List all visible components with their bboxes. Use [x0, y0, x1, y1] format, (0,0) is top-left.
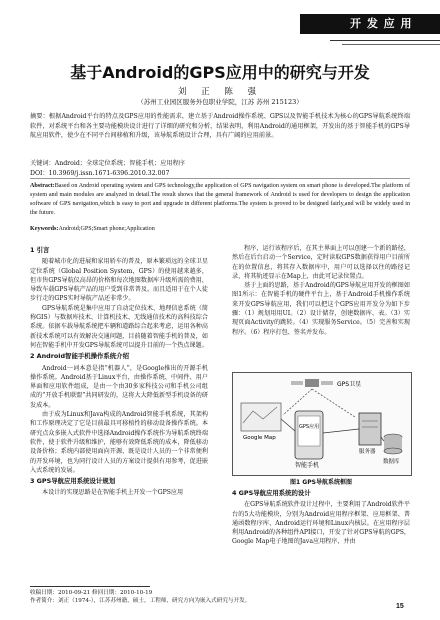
page-number: 15	[396, 603, 404, 610]
footnote-rule	[30, 586, 150, 587]
figure-gps-system	[232, 372, 412, 476]
footnote-author: 作者简介：刘正（1974-），江苏苏州籍，硕士，工程师，研究方向为嵌入式研究与开发。	[30, 598, 251, 604]
section-heading: 1 引言	[30, 246, 50, 254]
label-satellite: GPS卫星	[337, 381, 362, 388]
database-icon	[384, 434, 402, 454]
paper-title: 基于Android的GPS应用中的研究与开发	[70, 63, 370, 82]
doi: DOI：10.3969/j.issn.1671-6396.2010.32.007	[30, 170, 170, 177]
label-server: 服务器	[359, 449, 376, 455]
paragraph: 程序，运行该程序后，在其主界面上可以创建一个新的路径，然后在后台启动一个Service，定时读取GPS数据获得用户目前所在的位置信息，将其存入数据库中，用户可以选择以往的路径记录，将其轨迹显示在Map上，由此可记录位置点。	[232, 245, 410, 280]
affiliation: （苏州工业园区服务外包职业学院，江苏 苏州 215123）	[137, 98, 303, 106]
footnote-dates: 收稿日期：2010-09-21 修回日期：2010-10-19	[30, 590, 153, 596]
abstract-cn: 摘要：根据Android平台的特点及GPS应用的性能需求，建立基于Android操作系统、GPS以及智能手机技术为核心的GPS导航系统终端软件，对系统平台和各主要功能模块设计进行了详细的研究和分析，结果表明，利用Android的通用框架，开发出的基于智能手机的GPS导航应用软件，使少在不同平台间移植和升级，该导航系统设计合理，具有广阔的应用前景。	[30, 113, 410, 140]
column-name: 开 发 应 用	[350, 17, 413, 30]
abstract-en	[30, 182, 410, 218]
figure-diagram	[233, 373, 411, 475]
satellite-icon	[291, 379, 333, 387]
paragraph: GPS导航系统是集中应用了自动定位技术、地理信息系统（简称GIS）与数据库技术、计算机技术、无线通信技术的高科技综合系统。依据车载导航系统把车辆和道路综合起来考虑，运用各种高新技术系统可以有效解决交通问题，目前随着智能手机的普及，如何在智能手机中开发GPS导航系统可以提升目前的一个热点课题。	[30, 304, 208, 349]
section-heading: 2 Android智能手机操作系统介绍	[30, 352, 129, 361]
header-rule-2	[342, 44, 440, 45]
right-column-lower	[232, 487, 410, 547]
authors: 刘 正 陈 强	[177, 87, 263, 97]
keywords-en-text: Android;GPS;Smart phone;Application	[58, 226, 155, 232]
section-heading: 3 GPS导航应用系统设计规划	[30, 477, 116, 486]
paragraph: 本设计的实现思路是在智能手机上开发一个GPS应用	[42, 489, 184, 497]
paragraph: 在GPS导航系统软件设计过程中，主要利用了Android软件平台的5大功能模块，分别为Android应用程序框架、应用框架、普通函数程序库、Android运行环境和Linux内核层。在应用程序层利用Android的各种组件API接口，开发了针对GPS导航的GPS，Google Map电子地图的Java应用程序，并由	[232, 501, 410, 546]
label-map: Google Map	[243, 435, 276, 441]
section-heading: 4 GPS导航应用系统的设计	[232, 489, 311, 497]
paragraph: 随着城市化的进展和家用轿车的普及，原本繁琐远的全球卫星定位系统（Global Position System，GPS）的使用越来越多，但市售GPS导航仪高昂的价格和每次地图数据库升级所需的费用，导致车载GPS导航产品的用户受到非常普及。而且适用于在个人徒步行走的GPS实时导航产品还非常少。	[30, 258, 208, 303]
server-icon	[359, 413, 381, 445]
keywords-en-label: Keywords:	[30, 226, 59, 232]
paragraph: Android一词本意是指“机器人”，是Google推出的开源手机操作系统。Android基于Linux平台，由操作系统、中间件、用户界面和应用软件组成，是由一个由30多家科技公司和手机公司组成的“开放手机联盟”共同研发的，这将大大降低新型手机设备的研发成本。	[30, 364, 208, 409]
label-phone: 智能手机	[295, 462, 320, 469]
phone-icon	[295, 411, 323, 459]
label-app: GPS应用	[299, 424, 320, 430]
abstract-en-text: Based on Android operating system and GPS technology,the application of GPS navigation system on smart phone is developed.The platform of system and main modules are analyzed in detail.The result shows that the general framework of Android is used for developers to design the application software of GPS navigation,which is easy to port and upgrade in different platforms.The system is proved to be designed fairly,and will be widely used in the future.	[30, 183, 410, 216]
paragraph: 基于上面的思路，基于Android的GPS导航应用开发的框图如图1所示：在智能手机的硬件平台上，基于Android手机操作系统来开发GPS导航应用，我们可以把这个GPS应用开发分为如下步骤：（1）规划用用UI。（2）设计储存，创建数据库、表。（3）实现页面Activity的跳转。（4）实现服务Service。（5）完善和实现程序。（6）程序打包、签名并发布。	[232, 282, 410, 336]
left-column	[30, 244, 208, 498]
label-db: 数据库	[383, 459, 400, 465]
map-icon	[241, 403, 281, 431]
footnote	[30, 589, 410, 605]
keywords-cn: 关键词：Android；全球定位系统；智能手机；应用程序	[30, 160, 185, 167]
abstract-en-label: Abstract:	[30, 183, 55, 189]
abstract-separator	[30, 178, 410, 179]
figure-caption: 图1 GPS导航系统框图	[290, 479, 352, 486]
header-rule	[330, 40, 440, 42]
paragraph: 由于成为Linux和Java构成的Android智能手机系统，其架构和工作原理决定了它是目前最具可移植性的移动设备操作系统。本研究点众多嵌入式软件中选择Android操作系统作为导航系统终端软件，使于软件升级和维护，能够有效降低系统的成本，降低移动设备价格；系统内部使用面向开源，既是设计人员的一个非常便利的开发环境，也为同行设计人员的方案设计提供有用参考，促进嵌入式系统的发展。	[30, 411, 208, 474]
right-column	[232, 244, 410, 337]
keywords-en	[30, 226, 410, 232]
